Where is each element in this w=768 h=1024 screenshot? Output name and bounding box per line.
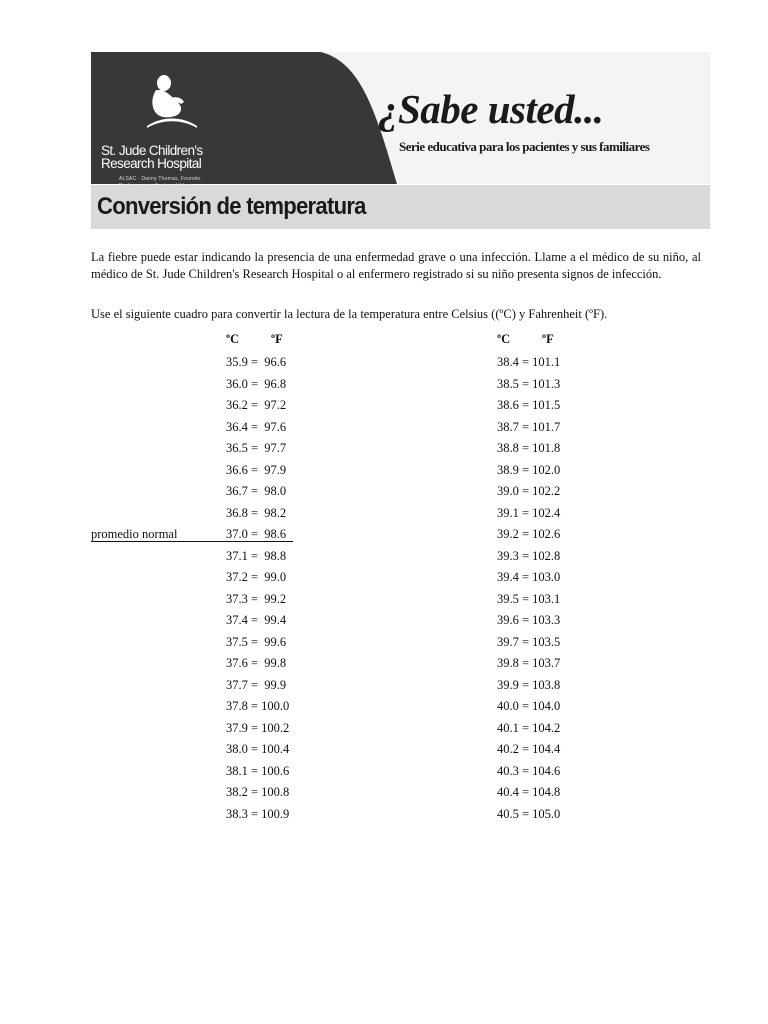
conversion-row: 37.3 = 99.2	[226, 591, 287, 606]
series-subtitle: Serie educativa para los pacientes y sus familiares	[399, 139, 650, 154]
conversion-row: 38.4 = 101.1	[497, 355, 561, 369]
left-header-fahrenheit: ºF	[271, 332, 283, 346]
normal-average-label: promedio normal	[91, 527, 178, 541]
org-name-line2: Research Hospital	[101, 156, 202, 171]
right-header-celsius: ºC	[497, 332, 511, 346]
conversion-row: 40.3 = 104.6	[497, 763, 561, 778]
conversion-row: 38.3 = 100.9	[226, 806, 290, 821]
conversion-row: 38.7 = 101.7	[497, 419, 561, 434]
conversion-row: 37.6 = 99.8	[226, 656, 287, 670]
conversion-row: 37.4 = 99.4	[226, 613, 287, 627]
conversion-row: 36.4 = 97.6	[226, 419, 287, 434]
conversion-row: 40.1 = 104.2	[497, 720, 561, 735]
conversion-row: 36.2 = 97.2	[226, 398, 287, 412]
left-header-celsius: ºC	[226, 332, 240, 346]
conversion-row: 39.2 = 102.6	[497, 527, 561, 541]
conversion-row: 38.2 = 100.8	[226, 785, 290, 799]
conversion-row: 36.7 = 98.0	[226, 484, 287, 498]
intro-paragraph: La fiebre puede estar indicando la presencia de una enfermedad grave o una infección. Llame a el médico de su niño, al médico de St. Jude Children's Research Hospital o al enfermero registrado si su niño presenta signos de infección.	[91, 250, 701, 281]
conversion-row: 38.9 = 102.0	[497, 462, 561, 477]
conversion-row: 39.7 = 103.5	[497, 634, 561, 649]
conversion-row: 37.0 = 98.6	[226, 527, 287, 541]
conversion-row: 40.5 = 105.0	[497, 806, 561, 821]
conversion-row: 37.5 = 99.6	[226, 634, 287, 649]
section-banner	[91, 185, 710, 229]
conversion-row: 37.9 = 100.2	[226, 720, 290, 735]
conversion-row: 38.0 = 100.4	[226, 742, 290, 756]
page-title: Conversión de temperatura	[97, 193, 366, 220]
conversion-row: 39.1 = 102.4	[497, 505, 561, 520]
conversion-row: 36.0 = 96.8	[226, 376, 287, 391]
conversion-row: 39.0 = 102.2	[497, 484, 561, 498]
conversion-row: 36.6 = 97.9	[226, 462, 287, 477]
org-name	[101, 144, 241, 170]
conversion-row: 39.8 = 103.7	[497, 656, 561, 670]
org-name-line1: St. Jude Children's	[101, 143, 203, 158]
conversion-row: 35.9 = 96.6	[226, 355, 287, 369]
conversion-row: 39.9 = 103.8	[497, 677, 561, 692]
conversion-row: 36.8 = 98.2	[226, 505, 287, 520]
conversion-row: 39.6 = 103.3	[497, 613, 561, 627]
conversion-row: 37.8 = 100.0	[226, 699, 290, 713]
conversion-row: 38.5 = 101.3	[497, 376, 561, 391]
normal-average-underline	[91, 541, 293, 542]
conversion-row: 39.5 = 103.1	[497, 591, 561, 606]
right-header-fahrenheit: ºF	[542, 332, 554, 346]
conversion-row: 38.8 = 101.8	[497, 441, 561, 455]
conversion-row: 39.3 = 102.8	[497, 548, 561, 563]
conversion-row: 40.4 = 104.8	[497, 785, 561, 799]
header	[91, 52, 710, 184]
series-title: ¿Sabe usted...	[378, 86, 604, 132]
conversion-row: 40.2 = 104.4	[497, 742, 561, 756]
child-silhouette-icon	[147, 74, 197, 132]
conversion-row: 37.2 = 99.0	[226, 570, 287, 584]
instruction-paragraph: Use el siguiente cuadro para convertir la lectura de la temperatura entre Celsius ((ºC) y Fahrenheit (ºF).	[91, 307, 608, 321]
conversion-row: 37.7 = 99.9	[226, 677, 287, 692]
conversion-row: 38.1 = 100.6	[226, 763, 290, 778]
conversion-row: 37.1 = 98.8	[226, 548, 287, 563]
conversion-row: 36.5 = 97.7	[226, 441, 287, 455]
org-founder-line: ALSAC · Danny Thomas, Founder	[119, 176, 201, 182]
conversion-row: 38.6 = 101.5	[497, 398, 561, 412]
conversion-row: 39.4 = 103.0	[497, 570, 561, 584]
conversion-row: 40.0 = 104.0	[497, 699, 561, 713]
